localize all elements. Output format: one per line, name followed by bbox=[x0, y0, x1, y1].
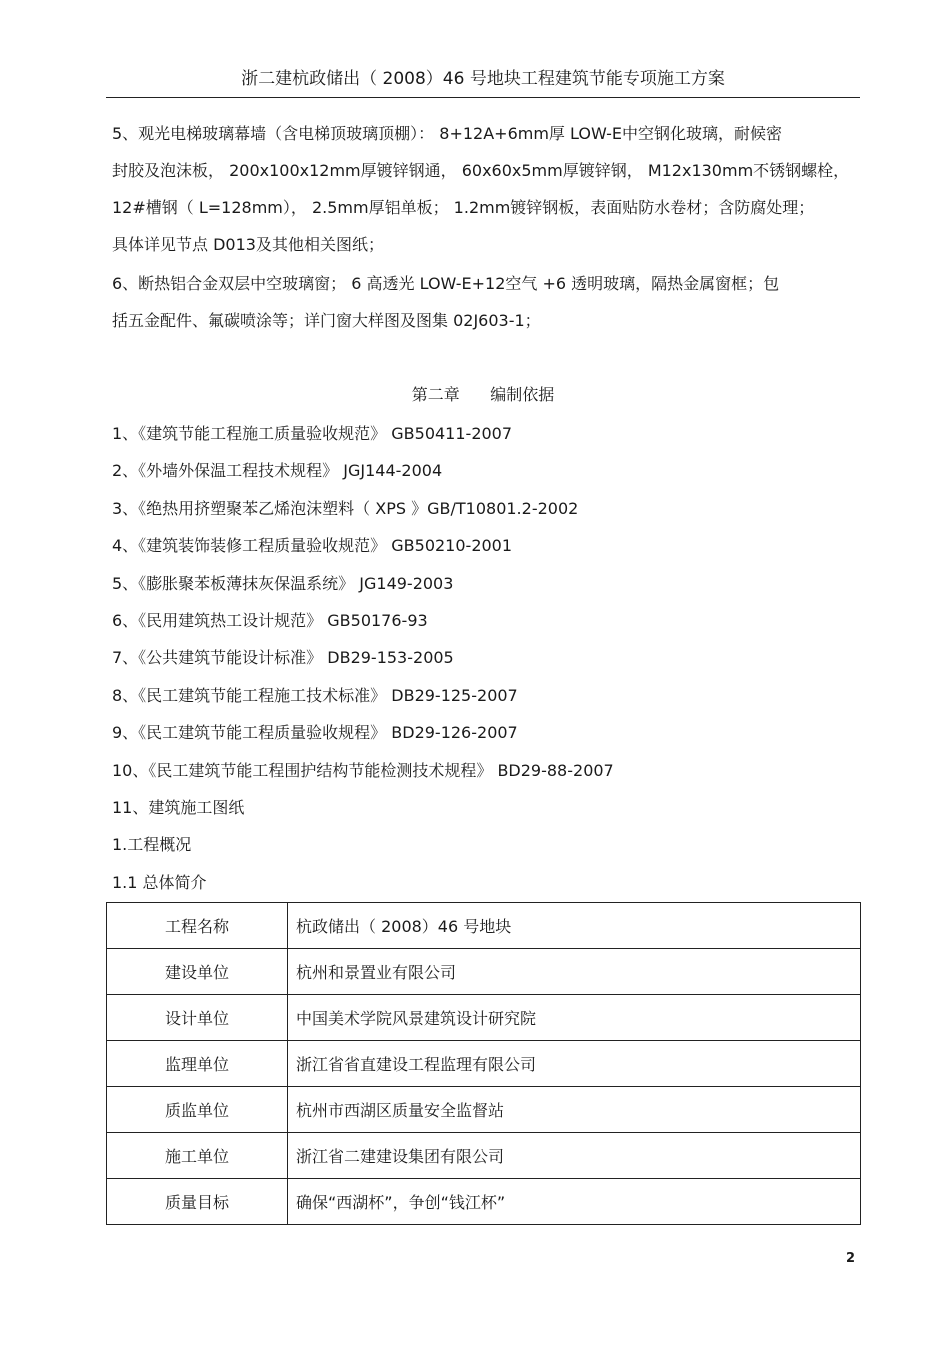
table-cell-value: 浙江省省直建设工程监理有限公司 bbox=[288, 1041, 861, 1087]
table-cell-value: 中国美术学院风景建筑设计研究院 bbox=[288, 995, 861, 1041]
table-cell-label: 建设单位 bbox=[107, 949, 288, 995]
section-heading-intro: 1.1 总体简介 bbox=[112, 873, 207, 892]
list-item: 7、《公共建筑节能设计标准》 DB29-153-2005 bbox=[112, 648, 454, 668]
paragraph-item-6 bbox=[112, 265, 857, 339]
table-cell-value: 杭政储出（ 2008）46 号地块 bbox=[288, 903, 861, 949]
table-row bbox=[107, 1179, 861, 1225]
table-cell-value: 确保“西湖杯”，争创“钱江杯” bbox=[288, 1179, 861, 1225]
table-cell-label: 监理单位 bbox=[107, 1041, 288, 1087]
list-item: 6、《民用建筑热工设计规范》 GB50176-93 bbox=[112, 610, 428, 630]
table-cell-label: 质量目标 bbox=[107, 1179, 288, 1225]
paragraph-line: 括五金配件、氟碳喷涂等；详门窗大样图及图集 02J603-1； bbox=[112, 311, 541, 330]
table-cell-value: 浙江省二建建设集团有限公司 bbox=[288, 1133, 861, 1179]
paragraph-line: 封胶及泡沫板， 200x100x12mm厚镀锌钢通， 60x60x5mm厚镀锌钢， M12x130mm不锈钢螺栓， bbox=[112, 161, 850, 180]
list-item: 10、《民工建筑节能工程围护结构节能检测技术规程》 BD29-88-2007 bbox=[112, 760, 614, 780]
table-row bbox=[107, 1041, 861, 1087]
reference-list bbox=[112, 415, 857, 826]
project-info-table bbox=[106, 902, 861, 1225]
list-item: 8、《民工建筑节能工程施工技术标准》 DB29-125-2007 bbox=[112, 685, 518, 705]
paragraph-line: 6、断热铝合金双层中空玻璃窗； 6 高透光 LOW-E+12空气 +6 透明玻璃，隔热金属窗框；包 bbox=[112, 274, 780, 293]
paragraph-line: 5、观光电梯玻璃幕墙（含电梯顶玻璃顶棚）： 8+12A+6mm厚 LOW-E中空钢化玻璃，耐候密 bbox=[112, 124, 782, 143]
table-cell-value: 杭州市西湖区质量安全监督站 bbox=[288, 1087, 861, 1133]
table-cell-label: 施工单位 bbox=[107, 1133, 288, 1179]
table-row bbox=[107, 1087, 861, 1133]
list-item: 4、《建筑装饰装修工程质量验收规范》 GB50210-2001 bbox=[112, 536, 513, 556]
list-item: 3、《绝热用挤塑聚苯乙烯泡沫塑料（ XPS 》GB/T10801.2-2002 bbox=[112, 498, 579, 518]
list-item: 9、《民工建筑节能工程质量验收规程》 BD29-126-2007 bbox=[112, 723, 518, 743]
page-number: 2 bbox=[846, 1251, 856, 1266]
page-header-title: 浙二建杭政储出（ 2008）46 号地块工程建筑节能专项施工方案 bbox=[241, 69, 725, 89]
list-item: 5、《膨胀聚苯板薄抹灰保温系统》 JG149-2003 bbox=[112, 573, 454, 593]
table-row bbox=[107, 995, 861, 1041]
table-cell-label: 质监单位 bbox=[107, 1087, 288, 1133]
list-item: 2、《外墙外保温工程技术规程》 JGJ144-2004 bbox=[112, 461, 443, 481]
list-item: 11、建筑施工图纸 bbox=[112, 797, 245, 817]
table-row bbox=[107, 949, 861, 995]
list-item: 1、《建筑节能工程施工质量验收规范》 GB50411-2007 bbox=[112, 424, 513, 443]
table-cell-label: 设计单位 bbox=[107, 995, 288, 1041]
paragraph-line: 12#槽钢（ L=128mm）， 2.5mm厚铝单板； 1.2mm镀锌钢板，表面贴防水卷材；含防腐处理； bbox=[112, 198, 815, 217]
section-heading-overview: 1.工程概况 bbox=[112, 835, 192, 854]
paragraph-line: 具体详见节点 D013及其他相关图纸； bbox=[112, 235, 384, 254]
paragraph-item-5 bbox=[112, 115, 857, 263]
table-row bbox=[107, 1133, 861, 1179]
table-row bbox=[107, 903, 861, 949]
chapter-title: 第二章 编制依据 bbox=[411, 385, 555, 404]
table-cell-value: 杭州和景置业有限公司 bbox=[288, 949, 861, 995]
table-cell-label: 工程名称 bbox=[107, 903, 288, 949]
header-divider bbox=[106, 97, 860, 98]
